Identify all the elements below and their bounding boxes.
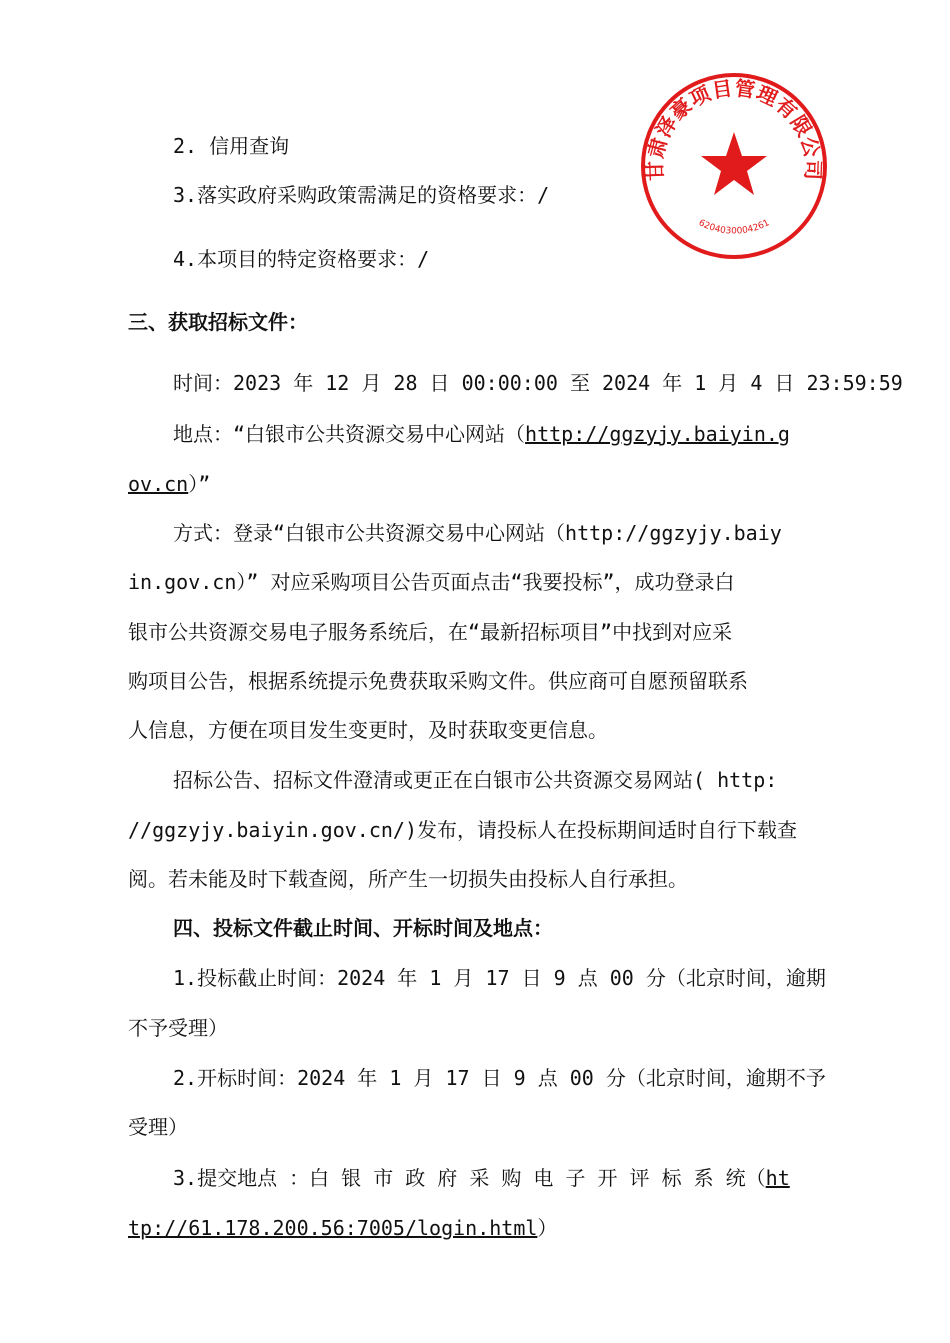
seal-star-icon: [701, 132, 767, 195]
location-line: [173, 1168, 790, 1188]
location-suffix: ）: [537, 1216, 558, 1240]
place-suffix: ）”: [188, 472, 211, 496]
company-seal: [638, 70, 830, 262]
notice-line: //ggzyjy.baiyin.gov.cn/)发布，请投标人在投标期间适时自行下载查: [128, 818, 797, 842]
section3-heading: 三、获取招标文件：: [128, 310, 308, 334]
section3-time: 时间：2023 年 12 月 28 日 00:00:00 至 2024 年 1 月 4 日 23:59:59: [173, 371, 903, 395]
location-line-cont: [128, 1218, 557, 1238]
seal-number: 6204030004261: [696, 218, 772, 237]
deadline-line-cont: 不予受理）: [128, 1016, 228, 1040]
method-line: 方式：登录“白银市公共资源交易中心网站（http://ggzyjy.baiy: [173, 521, 782, 545]
notice-line: 招标公告、招标文件澄清或更正在白银市公共资源交易网站( http:: [173, 768, 778, 792]
place-prefix: 地点：“白银市公共资源交易中心网站（: [173, 422, 526, 446]
method-line: 人信息，方便在项目发生变更时，及时获取变更信息。: [128, 718, 608, 742]
method-line: 购项目公告，根据系统提示免费获取采购文件。供应商可自愿预留联系: [128, 669, 748, 693]
method-line: 银市公共资源交易电子服务系统后，在“最新招标项目”中找到对应采: [128, 620, 733, 644]
item-special-requirement: 4.本项目的特定资格要求：/: [173, 247, 430, 271]
section3-place-cont: [128, 474, 210, 494]
opening-time-line: 2.开标时间：2024 年 1 月 17 日 9 点 00 分（北京时间，逾期不予: [173, 1066, 826, 1090]
place-link-part1[interactable]: http://ggzyjy.baiyin.g: [525, 422, 790, 446]
notice-line: 阅。若未能及时下载查阅，所产生一切损失由投标人自行承担。: [128, 867, 688, 891]
location-link-part1[interactable]: ht: [765, 1166, 790, 1190]
item-policy-requirement: 3.落实政府采购政策需满足的资格要求：/: [173, 183, 550, 207]
section3-place: [173, 424, 790, 444]
opening-time-line-cont: 受理）: [128, 1115, 188, 1139]
section4-heading: 四、投标文件截止时间、开标时间及地点：: [173, 916, 553, 940]
seal-company-name: 甘肃泽豪项目管理有限公司: [642, 75, 826, 182]
location-link-part2[interactable]: tp://61.178.200.56:7005/login.html: [128, 1216, 538, 1240]
item-credit-check: 2. 信用查询: [173, 134, 290, 158]
deadline-line: 1.投标截止时间：2024 年 1 月 17 日 9 点 00 分（北京时间，逾期: [173, 966, 826, 990]
method-line: in.gov.cn）” 对应采购项目公告页面点击“我要投标”，成功登录白: [128, 570, 735, 594]
location-prefix: 3.提交地点 ：白 银 市 政 府 采 购 电 子 开 评 标 系 统（: [173, 1166, 766, 1190]
place-link-part2[interactable]: ov.cn: [128, 472, 189, 496]
